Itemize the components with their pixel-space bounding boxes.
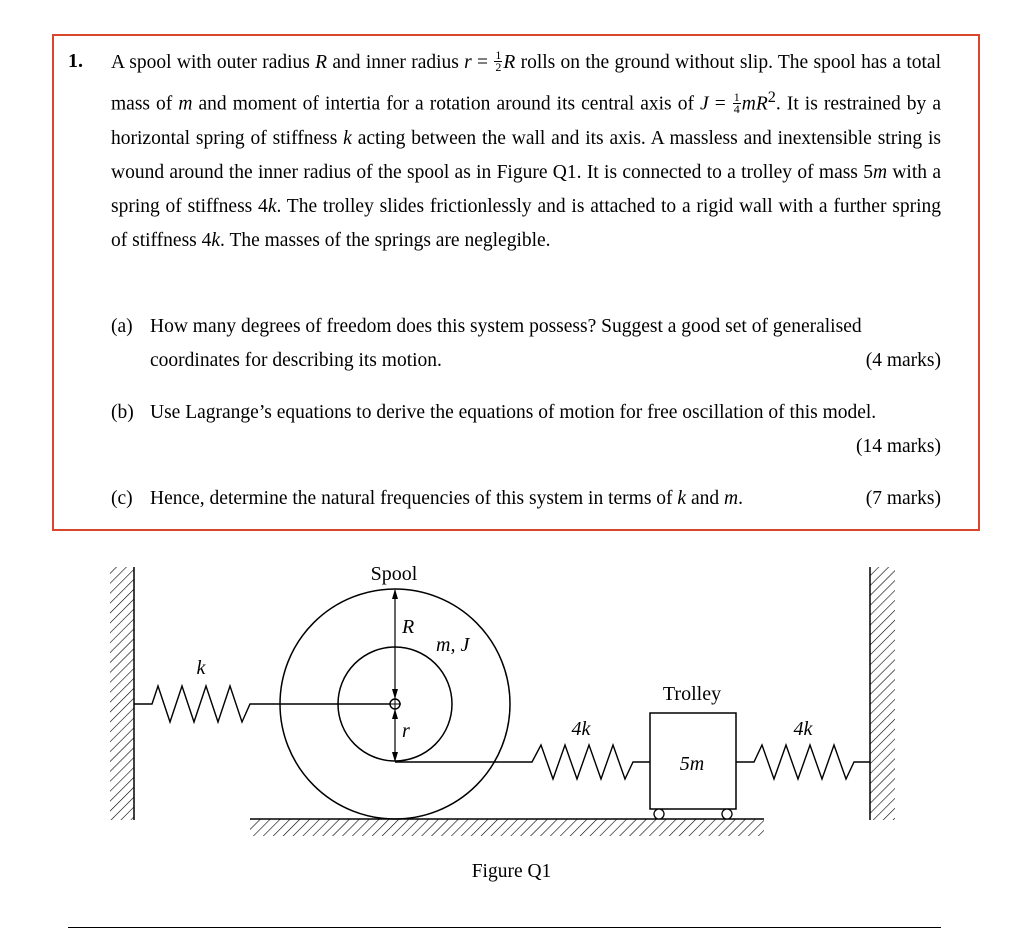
radius-R-arrow [392, 589, 398, 699]
question-number: 1. [68, 50, 83, 72]
left-wall [110, 567, 134, 820]
radius-r-arrow [392, 709, 398, 762]
part-c-label: (c) [111, 488, 133, 509]
label-k: k [196, 657, 206, 679]
part-a [111, 310, 941, 378]
label-spool: Spool [370, 563, 418, 585]
label-r: r [402, 720, 410, 742]
label-trolley: Trolley [662, 683, 722, 705]
part-b-text: Use Lagrange’s equations to derive the equations of motion for free oscillation of this model. [150, 402, 877, 423]
spring-4k-left [395, 745, 650, 779]
right-wall [870, 567, 895, 820]
fraction-half: $\frac{1}{2}$ [495, 48, 502, 75]
part-a-marks: (4 marks) [865, 350, 941, 371]
bottom-rule [68, 927, 941, 928]
question-text: A spool with outer radius R and inner radius r = $\frac{1}{2}$ R rolls on the ground without slip. The spool has a total mass of m and moment of intertia for a rotation around its central axis of J = $\frac{1}{4}$ $mR^2$. It is restrained by a horizontal spring of stiffness k acting between the wall and its axis. A massless and inextensible string is wound around the inner radius of the spool as in Figure Q1. It is connected to a trolley of mass 5m with a spring of stiffness 4k. The trolley slides frictionlessly and is attached to a rigid wall with a further spring of stiffness 4k. The masses of the springs are neglegible. [111, 48, 942, 251]
part-b [111, 396, 941, 464]
part-c-text: Hence, determine the natural frequencies of this system in terms of k and m. [150, 488, 743, 509]
part-a-text-line1: How many degrees of freedom does this system possess? Suggest a good set of generalised [150, 316, 862, 337]
fraction-quarter: $\frac{1}{4}$ [733, 89, 740, 116]
trolley-wheel-left [654, 809, 664, 819]
label-5m: 5m [679, 753, 705, 775]
trolley-wheel-right [722, 809, 732, 819]
label-mJ: m, J [436, 634, 470, 656]
figure-caption: Figure Q1 [471, 861, 552, 882]
label-4k-right: 4k [793, 718, 813, 740]
spring-4k-right [736, 745, 870, 779]
part-a-label: (a) [111, 316, 133, 337]
figure-q1 [0, 555, 1023, 855]
label-R: R [402, 616, 415, 638]
part-a-text-line2: coordinates for describing its motion. [150, 350, 442, 371]
part-c [111, 482, 941, 516]
ground [250, 819, 764, 836]
part-b-marks: (14 marks) [855, 436, 941, 457]
part-b-label: (b) [111, 402, 134, 423]
part-c-marks: (7 marks) [865, 488, 941, 509]
spool-axis [389, 698, 401, 710]
label-4k-left: 4k [571, 718, 591, 740]
spring-k [134, 686, 395, 722]
